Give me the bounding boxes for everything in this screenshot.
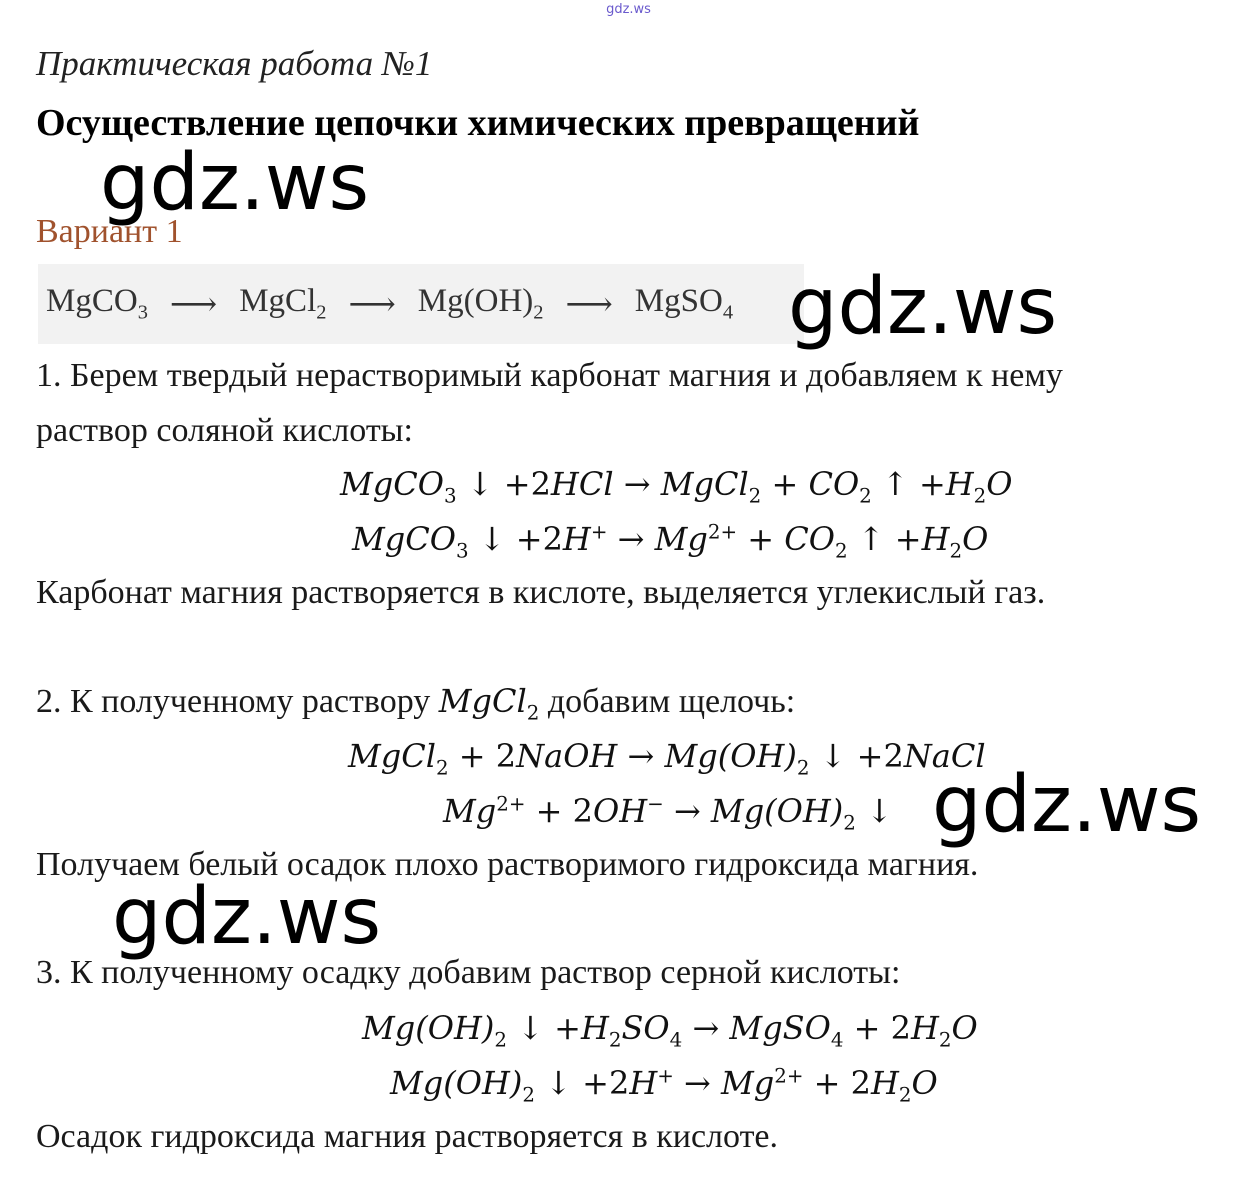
step3-intro: 3. К полученному осадку добавим раствор серной кислоты:	[36, 954, 901, 991]
scheme-compound-4: MgSO$_4$	[634, 283, 734, 324]
scheme-arrow: ⟶	[565, 287, 613, 323]
watermark-logo: gdz.ws	[100, 138, 370, 228]
scheme-arrow: ⟶	[169, 287, 218, 323]
scheme-compound-1: MgCO$_3$	[46, 283, 148, 324]
step3-conclusion: Осадок гидроксида магния растворяется в кислоте.	[36, 1118, 779, 1155]
scheme-arrow: ⟶	[348, 287, 396, 323]
variant-label: Вариант 1	[36, 213, 183, 250]
equation-3-molecular: $Mg(OH)_2$ ↓ $+H_2SO_4$ → MgSO$_4$ + $2H_2O$	[362, 1009, 978, 1052]
equation-2-molecular: MgCl$_2$ + 2NaOH → $Mg(OH)_2$ ↓ +2NaCl	[348, 737, 986, 780]
step1-text-line1: 1. Берем твердый нерастворимый карбонат магния и добавляем к нему	[36, 357, 1063, 394]
step1-conclusion: Карбонат магния растворяется в кислоте, выделяется углекислый газ.	[36, 574, 1046, 611]
worksheet-subtitle: Практическая работа №1	[36, 44, 433, 83]
scheme-compound-3: $Mg(OH)_2$	[417, 283, 544, 324]
step1-text-line2: раствор соляной кислоты:	[36, 412, 413, 449]
watermark-logo: gdz.ws	[932, 760, 1202, 850]
step2-intro: 2. К полученному раствору MgCl$_2$ добавим щелочь:	[36, 682, 796, 725]
step2-conclusion: Получаем белый осадок плохо растворимого гидроксида магния.	[36, 846, 979, 883]
watermark-logo: gdz.ws	[788, 262, 1058, 352]
equation-3-ionic: $Mg(OH)_2$ ↓ $+2H^+ \to Mg^{2+} + 2H_2O$	[390, 1064, 938, 1107]
reaction-scheme	[38, 264, 804, 344]
scheme-compound-2: MgCl$_2$	[239, 283, 327, 324]
equation-1-molecular: MgCO$_3$ ↓ +2HCl → MgCl$_2$ + $CO_2$ ↑ $+H_2O$	[340, 465, 1013, 508]
equation-2-ionic: $Mg^{2+} + 2OH^- \to Mg(OH)_2$ ↓	[443, 792, 893, 835]
top-watermark: gdz.ws	[606, 2, 651, 17]
watermark-logo: gdz.ws	[112, 872, 382, 962]
page-title: Осуществление цепочки химических превращений	[36, 102, 920, 144]
equation-1-ionic: MgCO$_3$ ↓ $+2H^+ \to Mg^{2+} + CO_2$ ↑ $+H_2O$	[352, 520, 989, 563]
